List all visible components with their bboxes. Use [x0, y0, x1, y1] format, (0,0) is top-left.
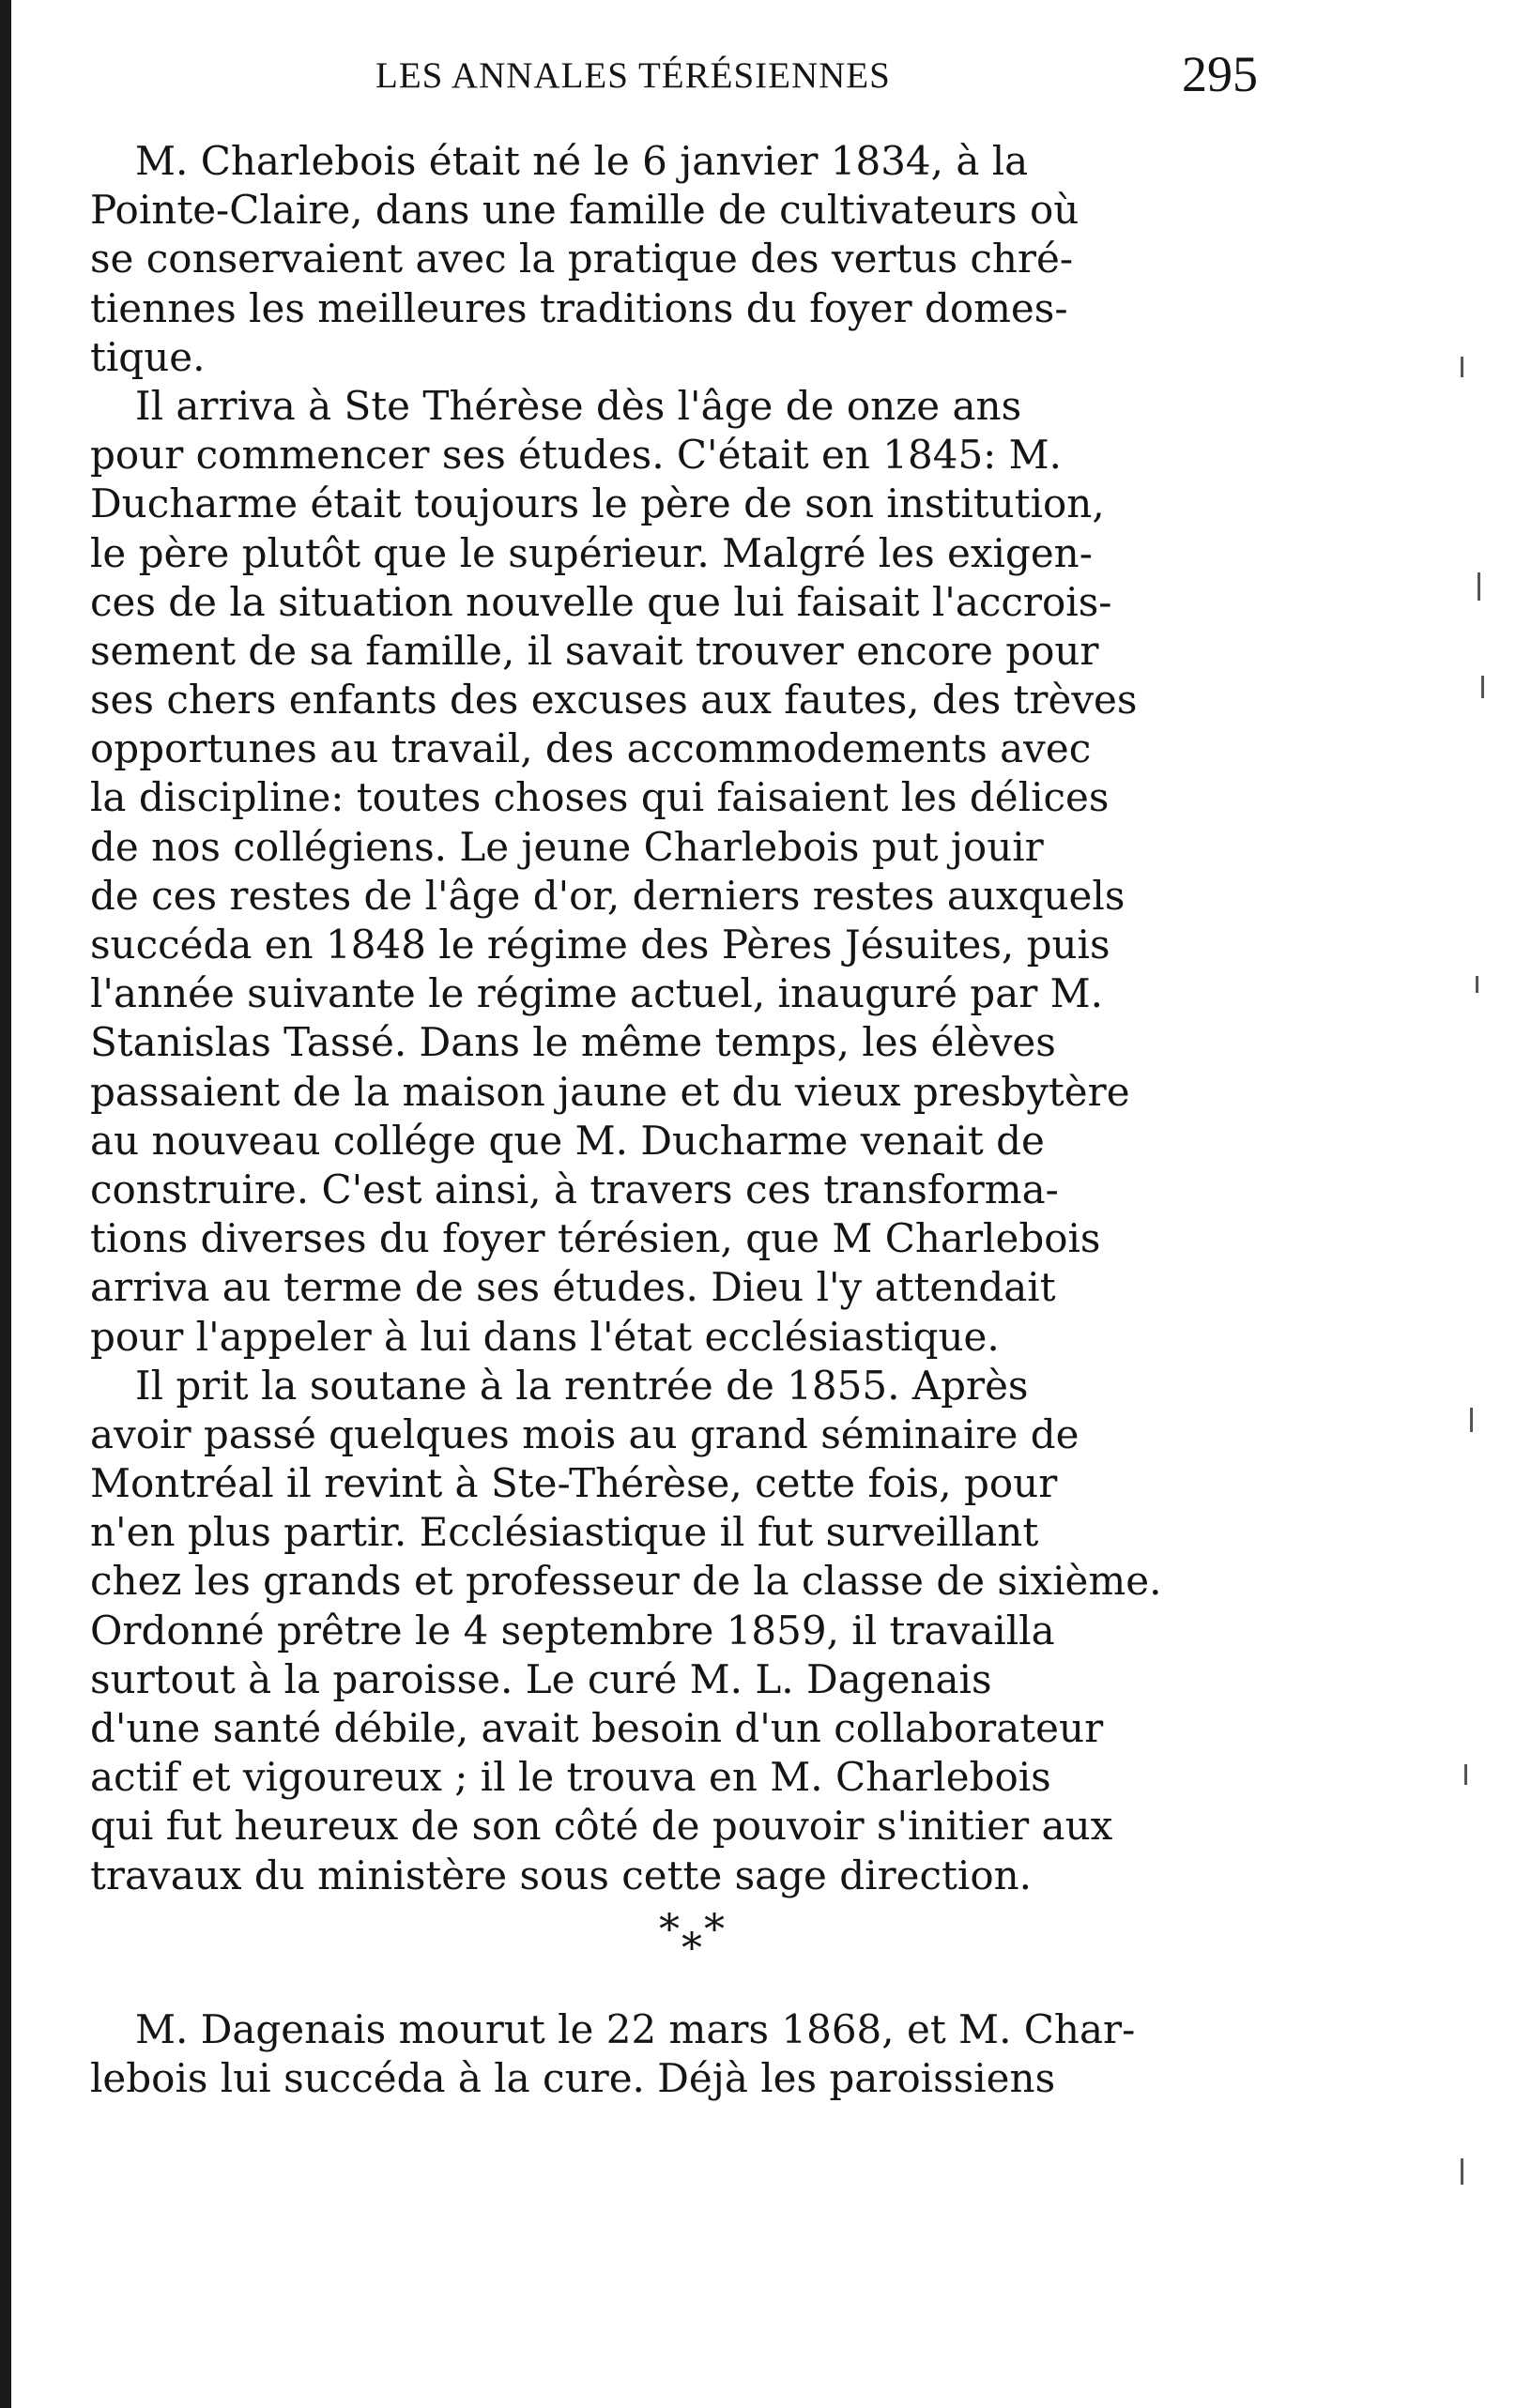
scan-speck	[1461, 2158, 1463, 2185]
text-line: tions diverses du foyer térésien, que M Charlebois	[90, 1215, 1101, 1262]
paragraph-2	[90, 382, 1241, 1362]
scan-speck	[1481, 676, 1484, 698]
scan-speck	[1461, 357, 1463, 377]
page-binding-edge	[0, 0, 11, 2408]
text-line: construire. C'est ainsi, à travers ces transforma-	[90, 1166, 1059, 1212]
text-line: passaient de la maison jaune et du vieux presbytère	[90, 1068, 1130, 1115]
text-line: qui fut heureux de son côté de pouvoir s'initier aux	[90, 1803, 1113, 1850]
asterism-star: *	[681, 1924, 702, 1973]
text-line: M. Dagenais mourut le 22 mars 1868, et M. Char-	[135, 2005, 1136, 2052]
text-line: Ordonné prêtre le 4 septembre 1859, il travailla	[90, 1607, 1055, 1654]
asterism-star: *	[704, 1905, 725, 1954]
scan-speck	[1478, 572, 1480, 601]
scan-speck	[1464, 1764, 1467, 1785]
text-line: ses chers enfants des excuses aux fautes, des trèves	[90, 677, 1138, 724]
text-line: surtout à la paroisse. Le curé M. L. Dagenais	[90, 1655, 992, 1702]
text-line: au nouveau collége que M. Ducharme venait de	[90, 1117, 1045, 1164]
text-line: Il arriva à Ste Thérèse dès l'âge de onze ans	[135, 382, 1022, 429]
text-line: l'année suivante le régime actuel, inauguré par M.	[90, 970, 1104, 1017]
text-line: la discipline: toutes choses qui faisaient les délices	[90, 774, 1110, 821]
text-line: Il prit la soutane à la rentrée de 1855. Après	[135, 1362, 1029, 1409]
running-header-title: LES ANNALES TÉRÉSIENNES	[375, 55, 891, 96]
text-line: actif et vigoureux ; il le trouva en M. Charlebois	[90, 1754, 1051, 1801]
paragraph-4	[90, 2005, 1241, 2103]
text-line: de ces restes de l'âge d'or, derniers restes auxquels	[90, 872, 1126, 919]
text-line: Ducharme était toujours le père de son institution,	[90, 480, 1105, 527]
text-line: M. Charlebois était né le 6 janvier 1834, à la	[135, 138, 1029, 184]
text-line: Pointe-Claire, dans une famille de cultivateurs où	[90, 187, 1080, 234]
asterism-separator	[90, 1900, 1241, 1981]
body-text	[90, 137, 1241, 2103]
text-line: se conservaient avec la pratique des vertus chré-	[90, 236, 1074, 282]
text-line: le père plutôt que le supérieur. Malgré les exigen-	[90, 529, 1093, 576]
text-line: avoir passé quelques mois au grand séminaire de	[90, 1410, 1080, 1457]
text-line: tique.	[90, 333, 206, 380]
text-line: travaux du ministère sous cette sage direction.	[90, 1852, 1033, 1898]
text-line: de nos collégiens. Le jeune Charlebois put jouir	[90, 823, 1044, 870]
text-line: chez les grands et professeur de la classe de sixième.	[90, 1558, 1162, 1605]
running-header	[375, 45, 1258, 105]
text-line: lebois lui succéda à la cure. Déjà les paroissiens	[90, 2054, 1056, 2101]
text-line: n'en plus partir. Ecclésiastique il fut surveillant	[90, 1509, 1039, 1556]
text-line: opportunes au travail, des accommodements avec	[90, 725, 1092, 772]
paragraph-3	[90, 1362, 1241, 1900]
paragraph-1	[90, 137, 1241, 382]
text-line: succéda en 1848 le régime des Pères Jésuites, puis	[90, 922, 1110, 968]
text-line: Stanislas Tassé. Dans le même temps, les élèves	[90, 1019, 1056, 1066]
text-line: d'une santé débile, avait besoin d'un collaborateur	[90, 1705, 1104, 1751]
text-line: pour l'appeler à lui dans l'état ecclésiastique.	[90, 1313, 1000, 1360]
page-number: 295	[1182, 46, 1258, 102]
text-line: tiennes les meilleures traditions du foyer domes-	[90, 284, 1068, 331]
text-line: Montréal il revint à Ste-Thérèse, cette fois, pour	[90, 1460, 1058, 1507]
scan-speck	[1476, 976, 1478, 993]
text-line: ces de la situation nouvelle que lui faisait l'accrois-	[90, 578, 1112, 625]
text-line: arriva au terme de ses études. Dieu l'y attendait	[90, 1264, 1056, 1311]
scan-speck	[1470, 1408, 1473, 1432]
text-line: pour commencer ses études. C'était en 1845: M.	[90, 432, 1063, 479]
asterism-star: *	[659, 1905, 680, 1954]
text-line: sement de sa famille, il savait trouver encore pour	[90, 627, 1099, 674]
